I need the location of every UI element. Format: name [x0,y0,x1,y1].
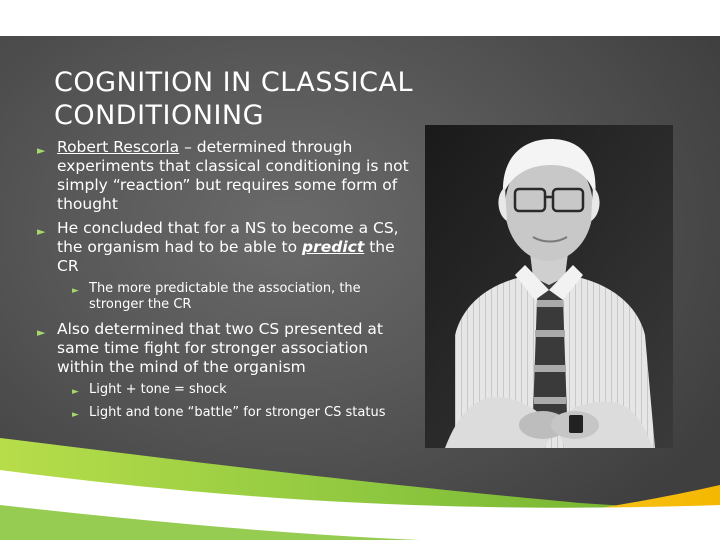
sub-bullet-text: The more predictable the association, the stronger the CR [89,281,361,312]
title-line-2: CONDITIONING [54,100,265,131]
bullet-3 [34,320,419,377]
bullet-arrow-icon: ► [37,144,46,157]
bullet-2-text: He concluded that for a NS to become a CS, the organism had to be able to [57,219,399,256]
sub-bullet-text: Light + tone = shock [89,382,227,397]
bullet-list [34,138,419,428]
sub-bullet-text: Light and tone “battle” for stronger CS status [89,405,386,420]
slide-title [54,66,474,132]
sub-bullet-arrow-icon: ► [72,286,79,296]
bullet-1 [34,138,419,214]
bullet-3-text: Also determined that two CS presented at same time fight for stronger association within the mind of the organism [57,320,383,376]
title-line-1: COGNITION IN CLASSICAL [54,67,414,98]
sub-bullet-3-2 [34,405,419,421]
bullet-1-text: – determined through experiments that classical conditioning is not simply “reaction” but requires some form of thought [57,138,409,213]
bullet-arrow-icon: ► [37,326,46,339]
sub-bullet-arrow-icon: ► [72,387,79,397]
sub-bullet-arrow-icon: ► [72,410,79,420]
sub-bullet-2-1 [34,281,419,313]
bullet-2 [34,219,419,276]
predict-emphasis: predict [302,238,365,256]
portrait-photo [425,125,673,448]
bullet-2-text-end: the CR [57,238,395,275]
sub-bullet-3-1 [34,382,419,398]
bullet-arrow-icon: ► [37,225,46,238]
rescorla-link[interactable]: Robert Rescorla [57,138,180,156]
